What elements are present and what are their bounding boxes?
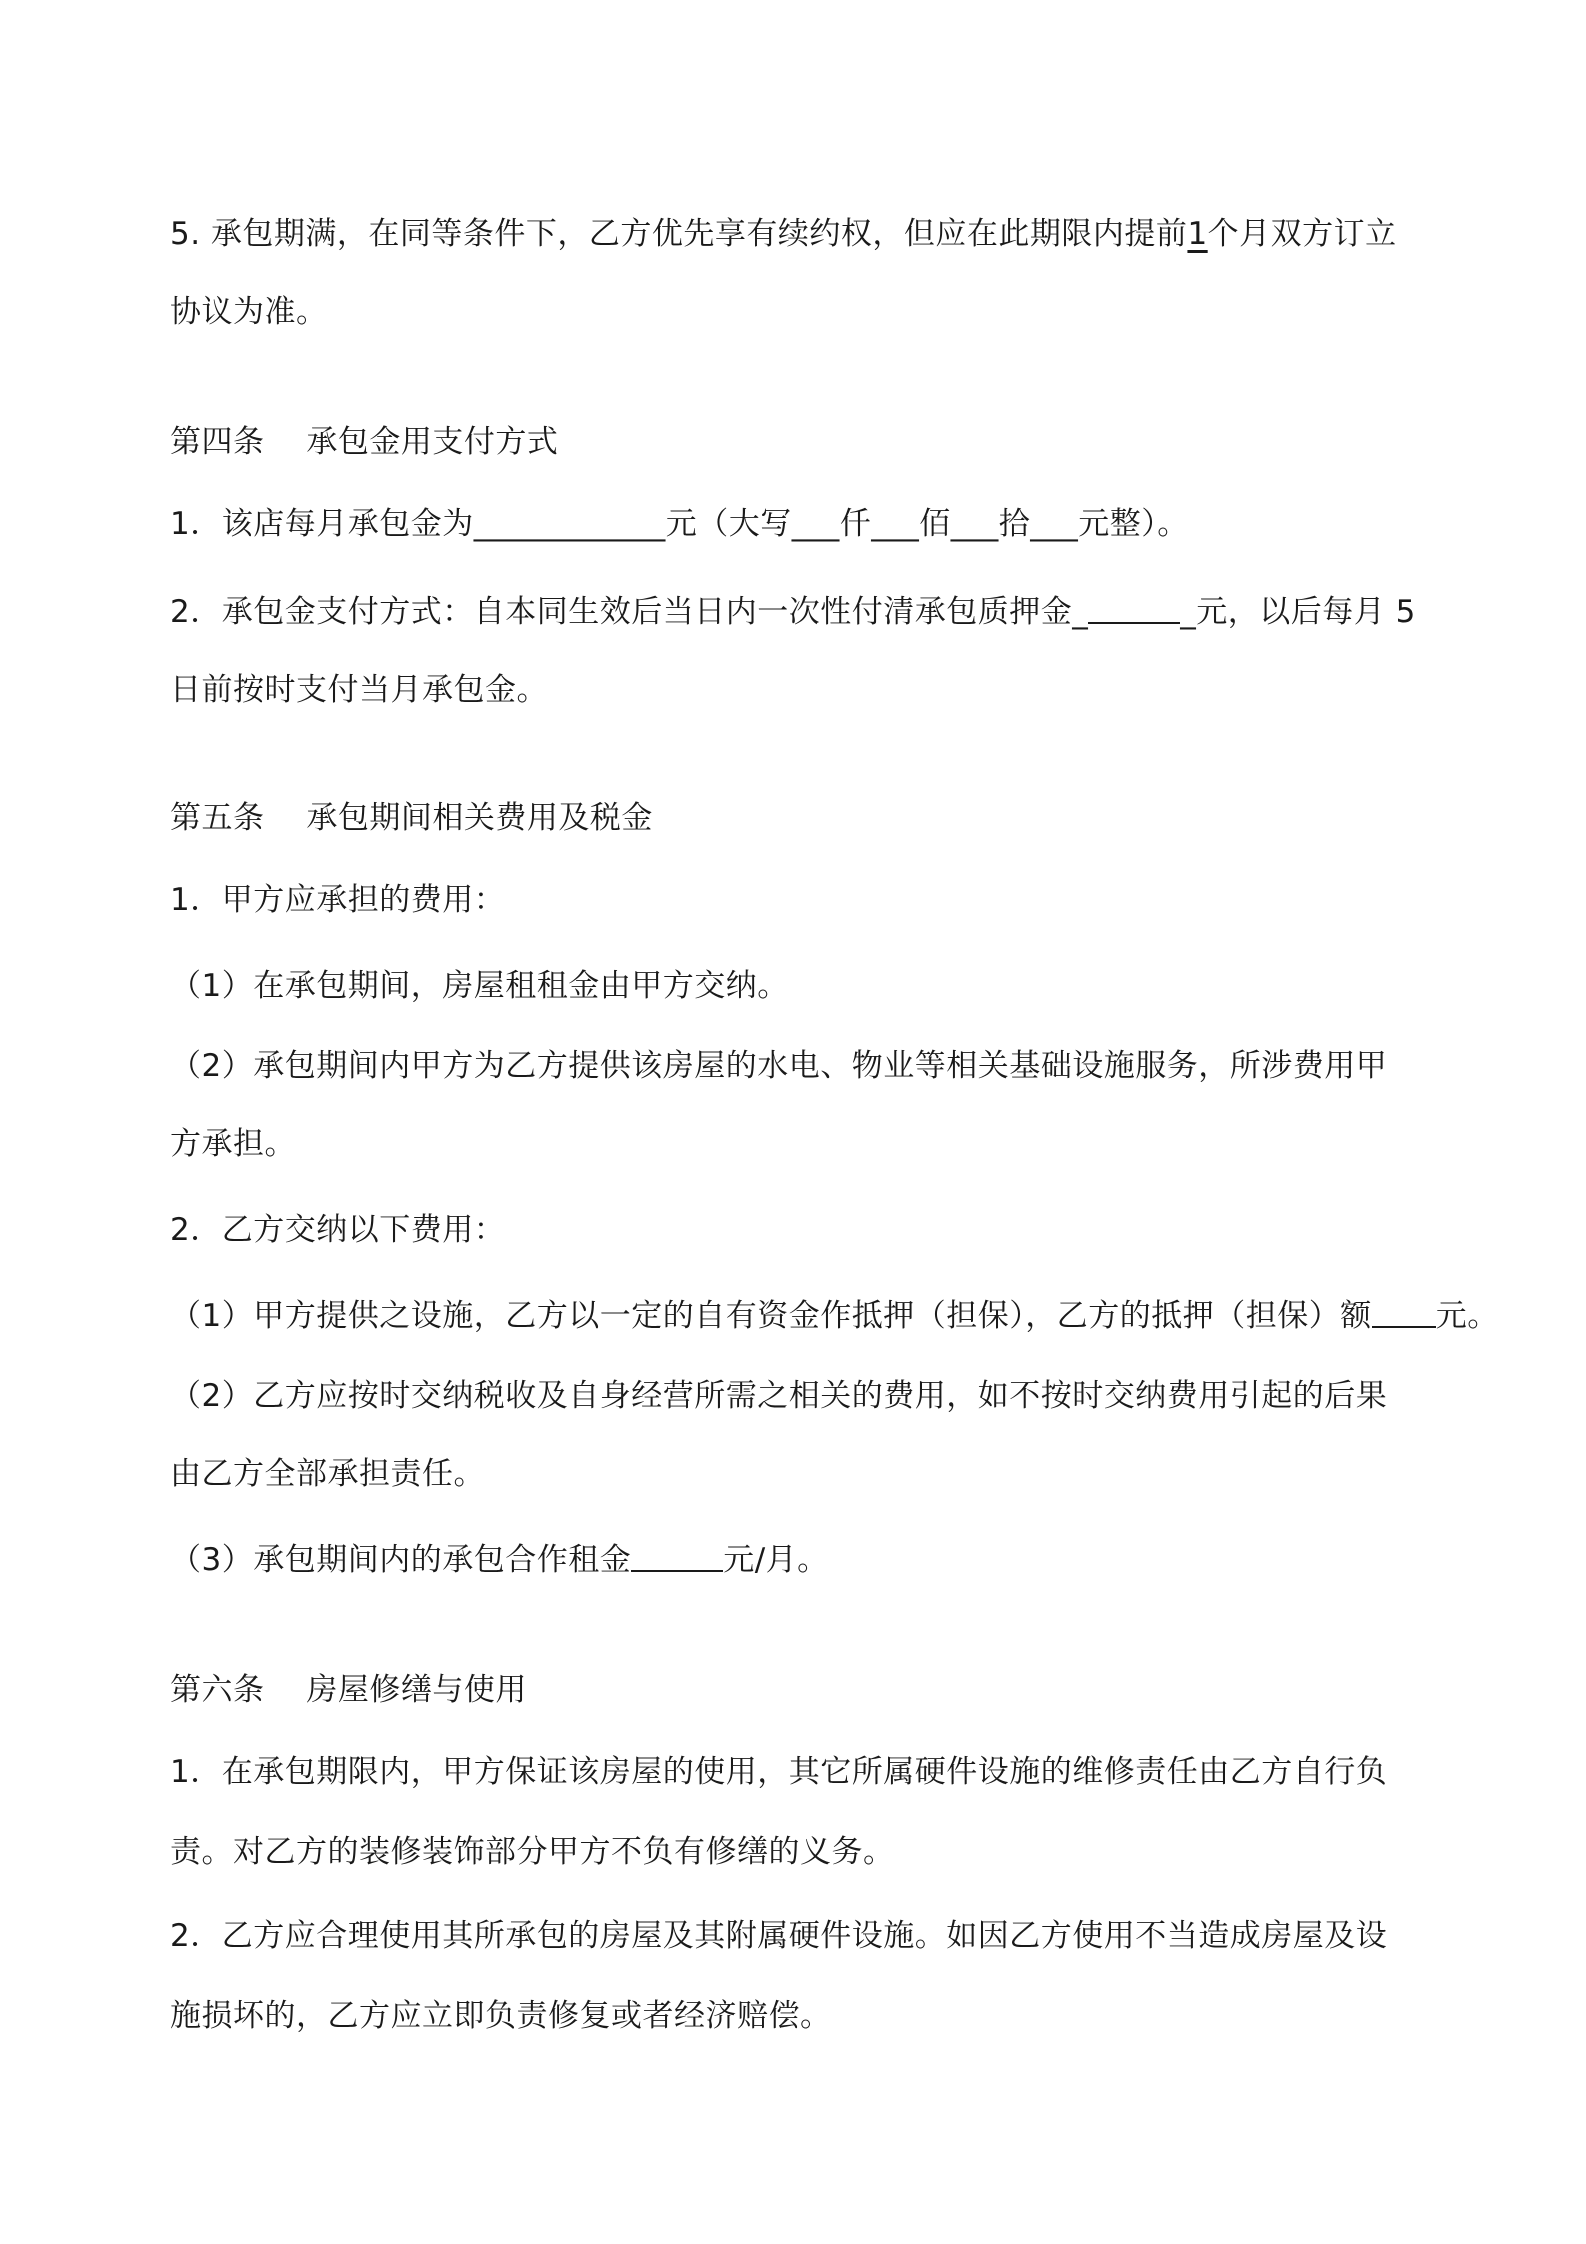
article-5-item-2-1: （1）甲方提供之设施，乙方以一定的自有资金作抵押（担保），乙方的抵押（担保）额 元。 xyxy=(170,1298,1499,1334)
article-4-title: 第四条 承包金用支付方式 xyxy=(170,424,559,460)
article-6-item-2-line-2: 施损坏的，乙方应立即负责修复或者经济赔偿。 xyxy=(170,1998,832,2034)
clause-5-line-2: 协议为准。 xyxy=(170,294,328,330)
article-6-item-2-line-1: 2．乙方应合理使用其所承包的房屋及其附属硬件设施。如因乙方使用不当造成房屋及设 xyxy=(170,1918,1388,1954)
article-4-item-2-line-1: 2．承包金支付方式：自本同生效后当日内一次性付清承包质押金_ _元，以后每月 5 xyxy=(170,594,1416,630)
guarantee-blank xyxy=(1372,1296,1436,1328)
article-6-item-1-line-1: 1．在承包期限内，甲方保证该房屋的使用，其它所属硬件设施的维修责任由乙方自行负 xyxy=(170,1754,1388,1790)
article-4-item-1: 1．该店每月承包金为____________元（大写___仟___佰___拾___元整）。 xyxy=(170,506,1189,542)
article-6-title: 第六条 房屋修缮与使用 xyxy=(170,1672,527,1708)
deposit-blank xyxy=(1088,592,1180,624)
article-5-title: 第五条 承包期间相关费用及税金 xyxy=(170,800,653,836)
article-5-item-2-2-line-1: （2）乙方应按时交纳税收及自身经营所需之相关的费用，如不按时交纳费用引起的后果 xyxy=(170,1378,1388,1414)
article-4-item-2-line-2: 日前按时支付当月承包金。 xyxy=(170,672,548,708)
months-value: 1 xyxy=(1187,216,1208,252)
article-5-item-2: 2．乙方交纳以下费用： xyxy=(170,1212,506,1248)
article-5-item-2-3: （3）承包期间内的承包合作租金 元/月。 xyxy=(170,1542,829,1578)
article-5-item-1-1: （1）在承包期间，房屋租租金由甲方交纳。 xyxy=(170,968,789,1004)
clause-5-line-1: 5. 承包期满，在同等条件下，乙方优先享有续约权，但应在此期限内提前1个月双方订立 xyxy=(170,216,1397,252)
article-5-item-1-2-line-1: （2）承包期间内甲方为乙方提供该房屋的水电、物业等相关基础设施服务，所涉费用甲 xyxy=(170,1048,1388,1084)
rent-blank xyxy=(631,1540,723,1572)
article-6-item-1-line-2: 责。对乙方的装修装饰部分甲方不负有修缮的义务。 xyxy=(170,1834,895,1870)
article-5-item-1: 1．甲方应承担的费用： xyxy=(170,882,506,918)
article-5-item-2-2-line-2: 由乙方全部承担责任。 xyxy=(170,1456,485,1492)
article-5-item-1-2-line-2: 方承担。 xyxy=(170,1126,296,1162)
